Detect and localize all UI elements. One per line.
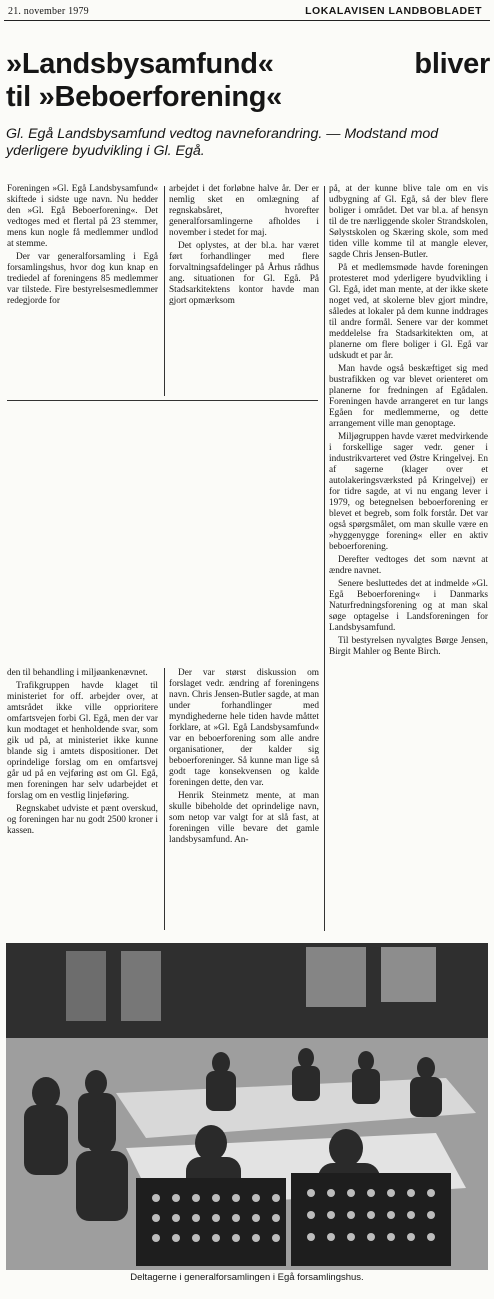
headline-line-2: til »Beboerforening« xyxy=(6,81,282,113)
headline-line-1: »Landsbysamfund« bliver xyxy=(6,48,490,80)
section-divider xyxy=(7,400,318,401)
column-1-bottom xyxy=(7,668,158,839)
column-2-top xyxy=(169,184,319,309)
paragraph: Derefter vedtoges det som nævnt at ændre navnet. xyxy=(329,555,488,576)
meeting-photo-image xyxy=(6,943,488,1270)
column-2-bottom xyxy=(169,668,319,848)
paragraph: Det oplystes, at der bl.a. har været ført forhandlinger med flere forvaltningsafdelinger på Århus rådhus ang. situationen for Gl. Egå. På Stadsarkitektens kontor havde man gjort opmærksom xyxy=(169,241,319,306)
photo-caption: Deltagerne i generalforsamlingen i Egå forsamlingshus. xyxy=(130,1272,364,1283)
column-divider xyxy=(164,186,165,396)
paragraph: Man havde også beskæftiget sig med bustrafikken og var blevet orienteret om planerne for fredningen af Egådalen. Foreningen havde arrangeret en tur langs Egåen for medlemmerne, og dette arrangement ville man genoptage. xyxy=(329,364,488,429)
paragraph: Trafikgruppen havde klaget til ministeriet for off. arbejder over, at amtsrådet ikke ville opprioritere omfartsvejen forbi Gl. Egå, men der var kun modtaget et henholdende svar, som gik ud på, at ministeriet ikke kunne blande sig i amtets dispositioner. Det oprindelige forslag om en omfartsvej går ud på en vejføring øst om Gl. Egå, men foreningen har selv udarbejdet et forslag om en vestlig linjeføring. xyxy=(7,681,158,801)
headline xyxy=(6,48,490,114)
paragraph: Der var størst diskussion om forslaget vedr. ændring af foreningens navn. Chris Jensen-Butler sagde, at man under forhandlinger med myndighederne hele tiden havde måttet forklare, at »Gl. Egå Landsbysamfund« var en beboerforening som alle andre organisationer, der kalder sig beboerforeninger. Så kunne man lige så godt tage konsekvensen og kalde foreningen dette, den var. xyxy=(169,668,319,788)
column-divider xyxy=(164,668,165,930)
header-rule xyxy=(4,20,490,21)
paragraph: Der var generalforsamling i Egå forsamlingshus, hvor dog kun knap en trediedel af foreningens 85 medlemmer var tilstede. Fire bestyrelsesmedlemmer redegjorde for xyxy=(7,252,158,306)
paragraph: Henrik Steinmetz mente, at man skulle bibeholde det oprindelige navn, som netop var valgt for at slå fast, at foreningen ville bevare det gamle landsbysamfund. An- xyxy=(169,791,319,845)
issue-date: 21. november 1979 xyxy=(8,6,89,17)
paragraph: den til behandling i miljøankenævnet. xyxy=(7,668,148,678)
paragraph: arbejdet i det forløbne halve år. Der er nemlig sket en omlægning af regnskabsåret, hvorefter generalforsamlingerne afholdes i november i stedet for maj. xyxy=(169,184,319,238)
column-3 xyxy=(329,184,488,660)
column-1-top xyxy=(7,184,158,309)
paragraph: Til bestyrelsen nyvalgtes Børge Jensen, Birgit Mahler og Bente Birch. xyxy=(329,636,488,657)
paragraph: Foreningen »Gl. Egå Landsbysamfund« skiftede i sidste uge navn. Nu hedder den »Gl. Egå Beboerforening«. Det vedtoges med et flertal på 23 stemmer, mens kun nogle få medlemmer undlod at stemme. xyxy=(7,184,158,249)
subheadline: Gl. Egå Landsbysamfund vedtog navneforandring. — Modstand mod yderligere byudvikling i Gl. Egå. xyxy=(6,126,439,159)
paragraph: På et medlemsmøde havde foreningen protesteret mod yderligere byudvikling i Gl. Egå, idet man mente, at der ikke skete noget ved, at skolerne blev gjort mindre, således at lokaler på dem kunne inddrages til andre formål. Senere var der kommet meddelelse fra Stadsarkitekten om, at planerne om flere boliger i Gl. Egå var udskudt et par år. xyxy=(329,263,488,361)
paragraph: Senere besluttedes det at indmelde »Gl. Egå Beboerforening« i Danmarks Naturfredningsforening og at man skal søge optagelse i Landsforeningen for Landsbysamfund. xyxy=(329,579,488,633)
column-divider xyxy=(324,186,325,931)
paragraph: Regnskabet udviste et pænt overskud, og foreningen har nu godt 2500 kroner i kassen. xyxy=(7,804,158,836)
meeting-photo xyxy=(6,943,488,1270)
newspaper-name: LOKALAVISEN LANDBOBLADET xyxy=(305,5,482,17)
paragraph: på, at der kunne blive tale om en vis udbygning af Gl. Egå, så der blev flere boliger i området. Det var bl.a. af hensyn til de tre nærliggende skoler Strandskolen, Sølystskolen og Skæring skole, som med tiden ville komme til at mangle elever, sagde Chris Jensen-Butler. xyxy=(329,184,488,260)
paragraph: Miljøgruppen havde været medvirkende i forskellige sager vedr. gener i industrikvarteret ved Østre Kringelvej. En af sagerne (klager over et autolakeringsværksted på Kringelvej) er for tidre sagde, at vi nu engang lever i 1979, og betegnelsen beboerforening er blevet et begreb, som folk forstår. Det var også spørgsmålet, om man skulle være en »hyggenygge forening« eller en aktiv beboerforening. xyxy=(329,432,488,552)
